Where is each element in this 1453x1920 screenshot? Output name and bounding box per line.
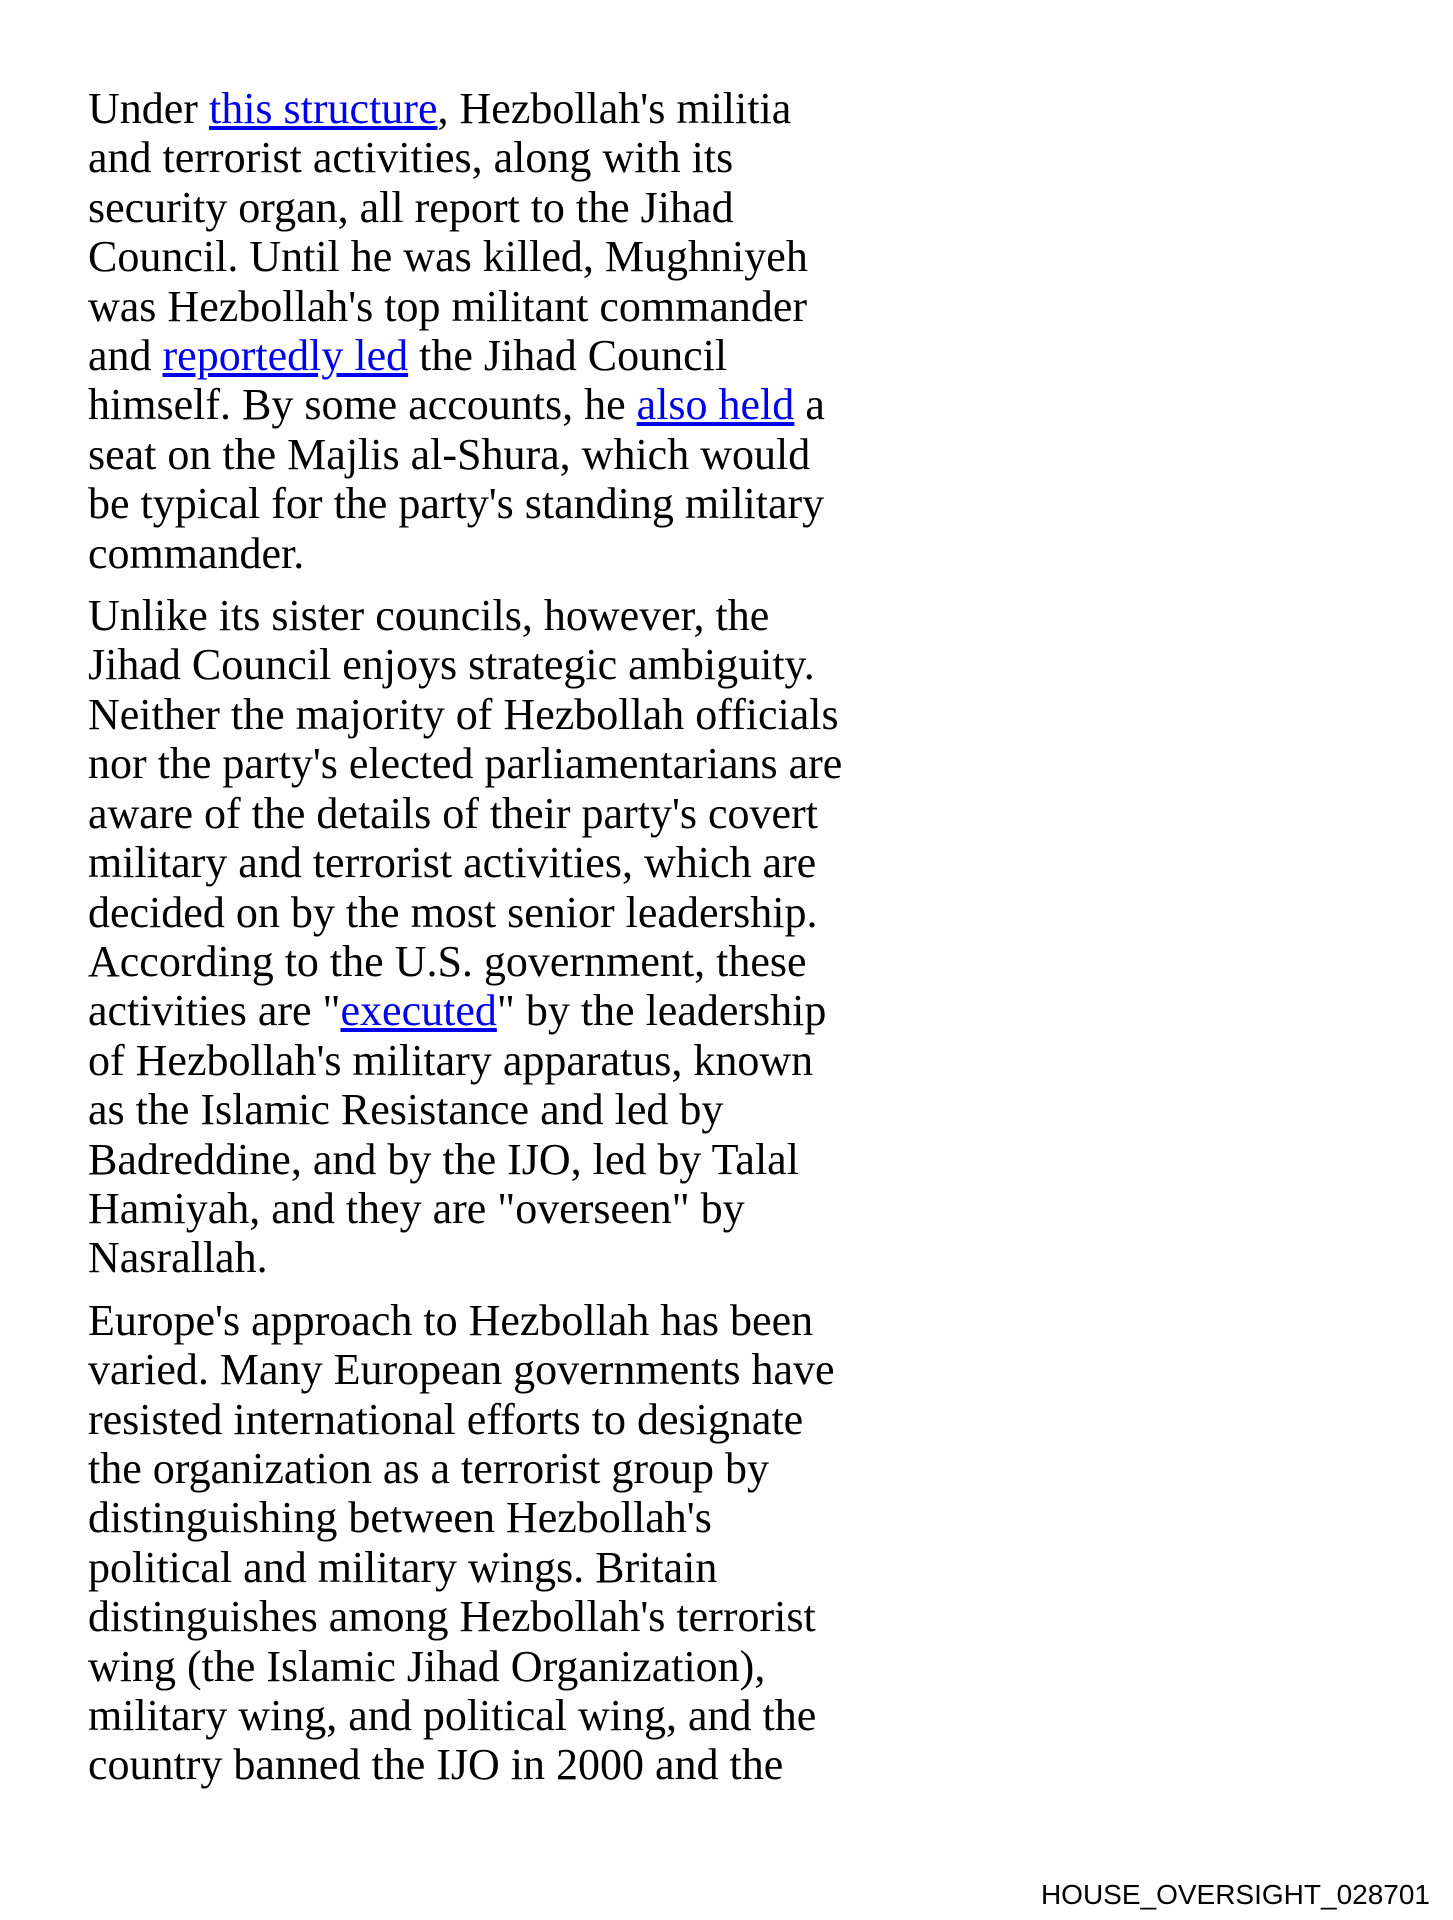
text-line — [88, 1642, 848, 1691]
inline-link[interactable]: reportedly led — [162, 331, 409, 381]
text-line — [88, 1444, 848, 1493]
text-run: , Hezbollah's militia — [437, 84, 792, 133]
text-run: Hamiyah, and they are "overseen" by — [88, 1183, 745, 1233]
text-line — [88, 1493, 848, 1542]
text-line — [88, 1184, 848, 1233]
text-run: Council. Until he was killed, Mughniyeh — [88, 232, 808, 282]
text-run: distinguishes among Hezbollah's terrorist — [88, 1592, 816, 1642]
text-run: Jihad Council enjoys strategic ambiguity. — [88, 640, 815, 690]
text-run: varied. Many European governments have — [88, 1345, 835, 1395]
text-run: and — [88, 331, 163, 381]
text-run: activities are " — [88, 986, 341, 1036]
text-run: nor the party's elected parliamentarians are — [88, 739, 843, 789]
text-line — [88, 282, 848, 331]
text-line — [88, 1345, 848, 1394]
text-run: of Hezbollah's military apparatus, known — [88, 1035, 814, 1085]
text-line — [88, 380, 848, 429]
paragraph — [88, 1296, 848, 1790]
text-line — [88, 1233, 848, 1282]
text-run: the Jihad Council — [408, 331, 728, 381]
text-line — [88, 1740, 848, 1789]
text-line — [88, 1296, 848, 1345]
text-line — [88, 84, 848, 133]
text-line — [88, 937, 848, 986]
text-line — [88, 133, 848, 182]
document-body — [88, 84, 848, 1803]
text-run: political and military wings. Britain — [88, 1542, 718, 1592]
text-line — [88, 789, 848, 838]
text-run: Neither the majority of Hezbollah officials — [88, 689, 839, 739]
text-line — [88, 591, 848, 640]
text-line — [88, 690, 848, 739]
text-run: military and terrorist activities, which are — [88, 838, 817, 888]
text-line — [88, 1543, 848, 1592]
text-line — [88, 529, 848, 578]
text-line — [88, 1085, 848, 1134]
text-line — [88, 331, 848, 380]
text-line — [88, 640, 848, 689]
text-run: a — [794, 380, 825, 430]
text-line — [88, 1395, 848, 1444]
text-line — [88, 1036, 848, 1085]
text-line — [88, 838, 848, 887]
text-run: " by the leadership — [496, 986, 827, 1036]
text-run: was Hezbollah's top militant commander — [88, 281, 808, 331]
inline-link[interactable]: also held — [636, 380, 795, 430]
text-run: resisted international efforts to designate — [88, 1394, 804, 1444]
text-line — [88, 183, 848, 232]
text-run: security organ, all report to the Jihad — [88, 182, 734, 232]
text-run: distinguishing between Hezbollah's — [88, 1493, 712, 1543]
inline-link[interactable]: this structure — [208, 84, 438, 133]
text-line — [88, 232, 848, 281]
text-line — [88, 1592, 848, 1641]
text-line — [88, 430, 848, 479]
paragraph — [88, 591, 848, 1283]
text-run: Badreddine, and by the IJO, led by Talal — [88, 1134, 799, 1184]
text-run: as the Islamic Resistance and led by — [88, 1085, 724, 1135]
text-run: Europe's approach to Hezbollah has been — [88, 1295, 814, 1345]
text-run: aware of the details of their party's covert — [88, 788, 818, 838]
text-run: country banned the IJO in 2000 and the — [88, 1740, 784, 1790]
text-line — [88, 986, 848, 1035]
inline-link[interactable]: executed — [340, 986, 497, 1036]
text-run: Under — [88, 84, 209, 133]
text-run: Nasrallah. — [88, 1233, 268, 1283]
text-run: decided on by the most senior leadership. — [88, 887, 818, 937]
text-run: be typical for the party's standing military — [88, 479, 825, 529]
text-run: wing (the Islamic Jihad Organization), — [88, 1641, 766, 1691]
paragraph — [88, 84, 848, 578]
text-run: According to the U.S. government, these — [88, 936, 807, 986]
text-run: commander. — [88, 528, 305, 578]
text-run: military wing, and political wing, and the — [88, 1691, 817, 1740]
bates-stamp: HOUSE_OVERSIGHT_028701 — [1040, 1879, 1430, 1910]
text-line — [88, 479, 848, 528]
text-run: himself. By some accounts, he — [88, 380, 637, 430]
text-run: and terrorist activities, along with its — [88, 133, 734, 183]
text-line — [88, 1691, 848, 1740]
text-line — [88, 739, 848, 788]
text-line — [88, 888, 848, 937]
text-run: the organization as a terrorist group by — [88, 1443, 769, 1493]
text-run: Unlike its sister councils, however, the — [88, 591, 770, 641]
text-line — [88, 1135, 848, 1184]
text-run: seat on the Majlis al-Shura, which would — [88, 429, 811, 479]
